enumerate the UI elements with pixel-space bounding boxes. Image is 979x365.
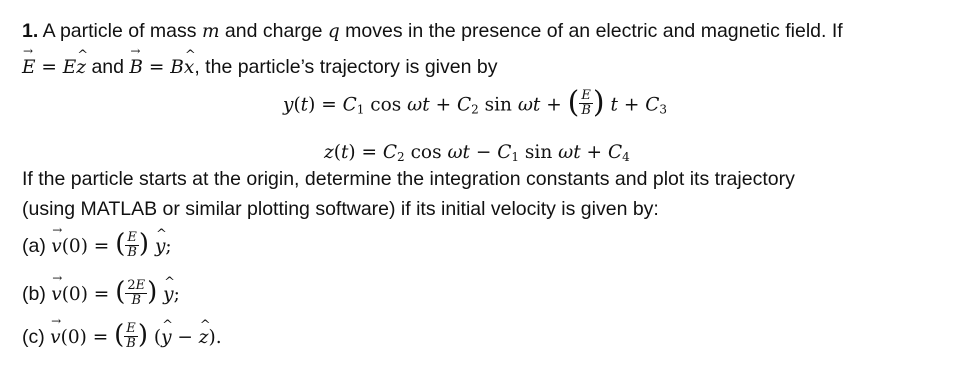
equals-sign-2: =	[143, 57, 171, 78]
part-a-label: (a)	[22, 235, 46, 257]
part-b-label: (b)	[22, 283, 46, 305]
problem-number: 1.	[22, 20, 39, 42]
task-line-2: (using MATLAB or similar plotting software) if its initial velocity is given by:	[22, 198, 659, 220]
part-c-label: (c)	[22, 326, 45, 348]
intro-line-1	[22, 20, 843, 43]
b-field-symbol: → B	[129, 57, 143, 78]
part-a: (a) → v(0) = ( $\frac{E}{B}$ ) ^ y;	[22, 232, 172, 262]
intro-line-2	[22, 56, 497, 79]
x-hat: ^ x	[184, 57, 194, 78]
intro-text-b: and charge	[219, 20, 328, 42]
e-field-symbol: → E	[22, 57, 36, 78]
intro-text-d: , the particle’s trajectory is given by	[194, 56, 498, 78]
e-field-value: E	[62, 57, 77, 78]
mass-symbol: m	[201, 21, 220, 42]
equation-y: $y(t) = C_1$ $\cos \omega t + C_2$ sin ωt + ( $\frac{E}{B}$ ) $t + C_3$	[283, 85, 668, 120]
intro-text-c: moves in the presence of an electric and magnetic field. If	[339, 20, 843, 42]
b-field-value: B	[170, 57, 184, 78]
and-text: and	[86, 56, 130, 78]
charge-symbol: q	[327, 21, 340, 42]
part-b: (b) → v(0) = ( $\frac{2E}{B}$ ) ^ y;	[22, 280, 180, 310]
equals-sign: =	[35, 57, 63, 78]
z-hat: ^ z	[76, 57, 86, 78]
intro-text-a: A particle of mass	[42, 20, 202, 42]
part-c: (c) → v(0) = ( $\frac{E}{B}$ ) (^ y − ^ z).	[22, 323, 222, 353]
equation-z: $z(t) = C_2$ $\cos \omega t - C_1$ $\sin \omega t + C_4$	[324, 142, 630, 164]
task-line-1: If the particle starts at the origin, determine the integration constants and plot its trajectory	[22, 168, 795, 190]
